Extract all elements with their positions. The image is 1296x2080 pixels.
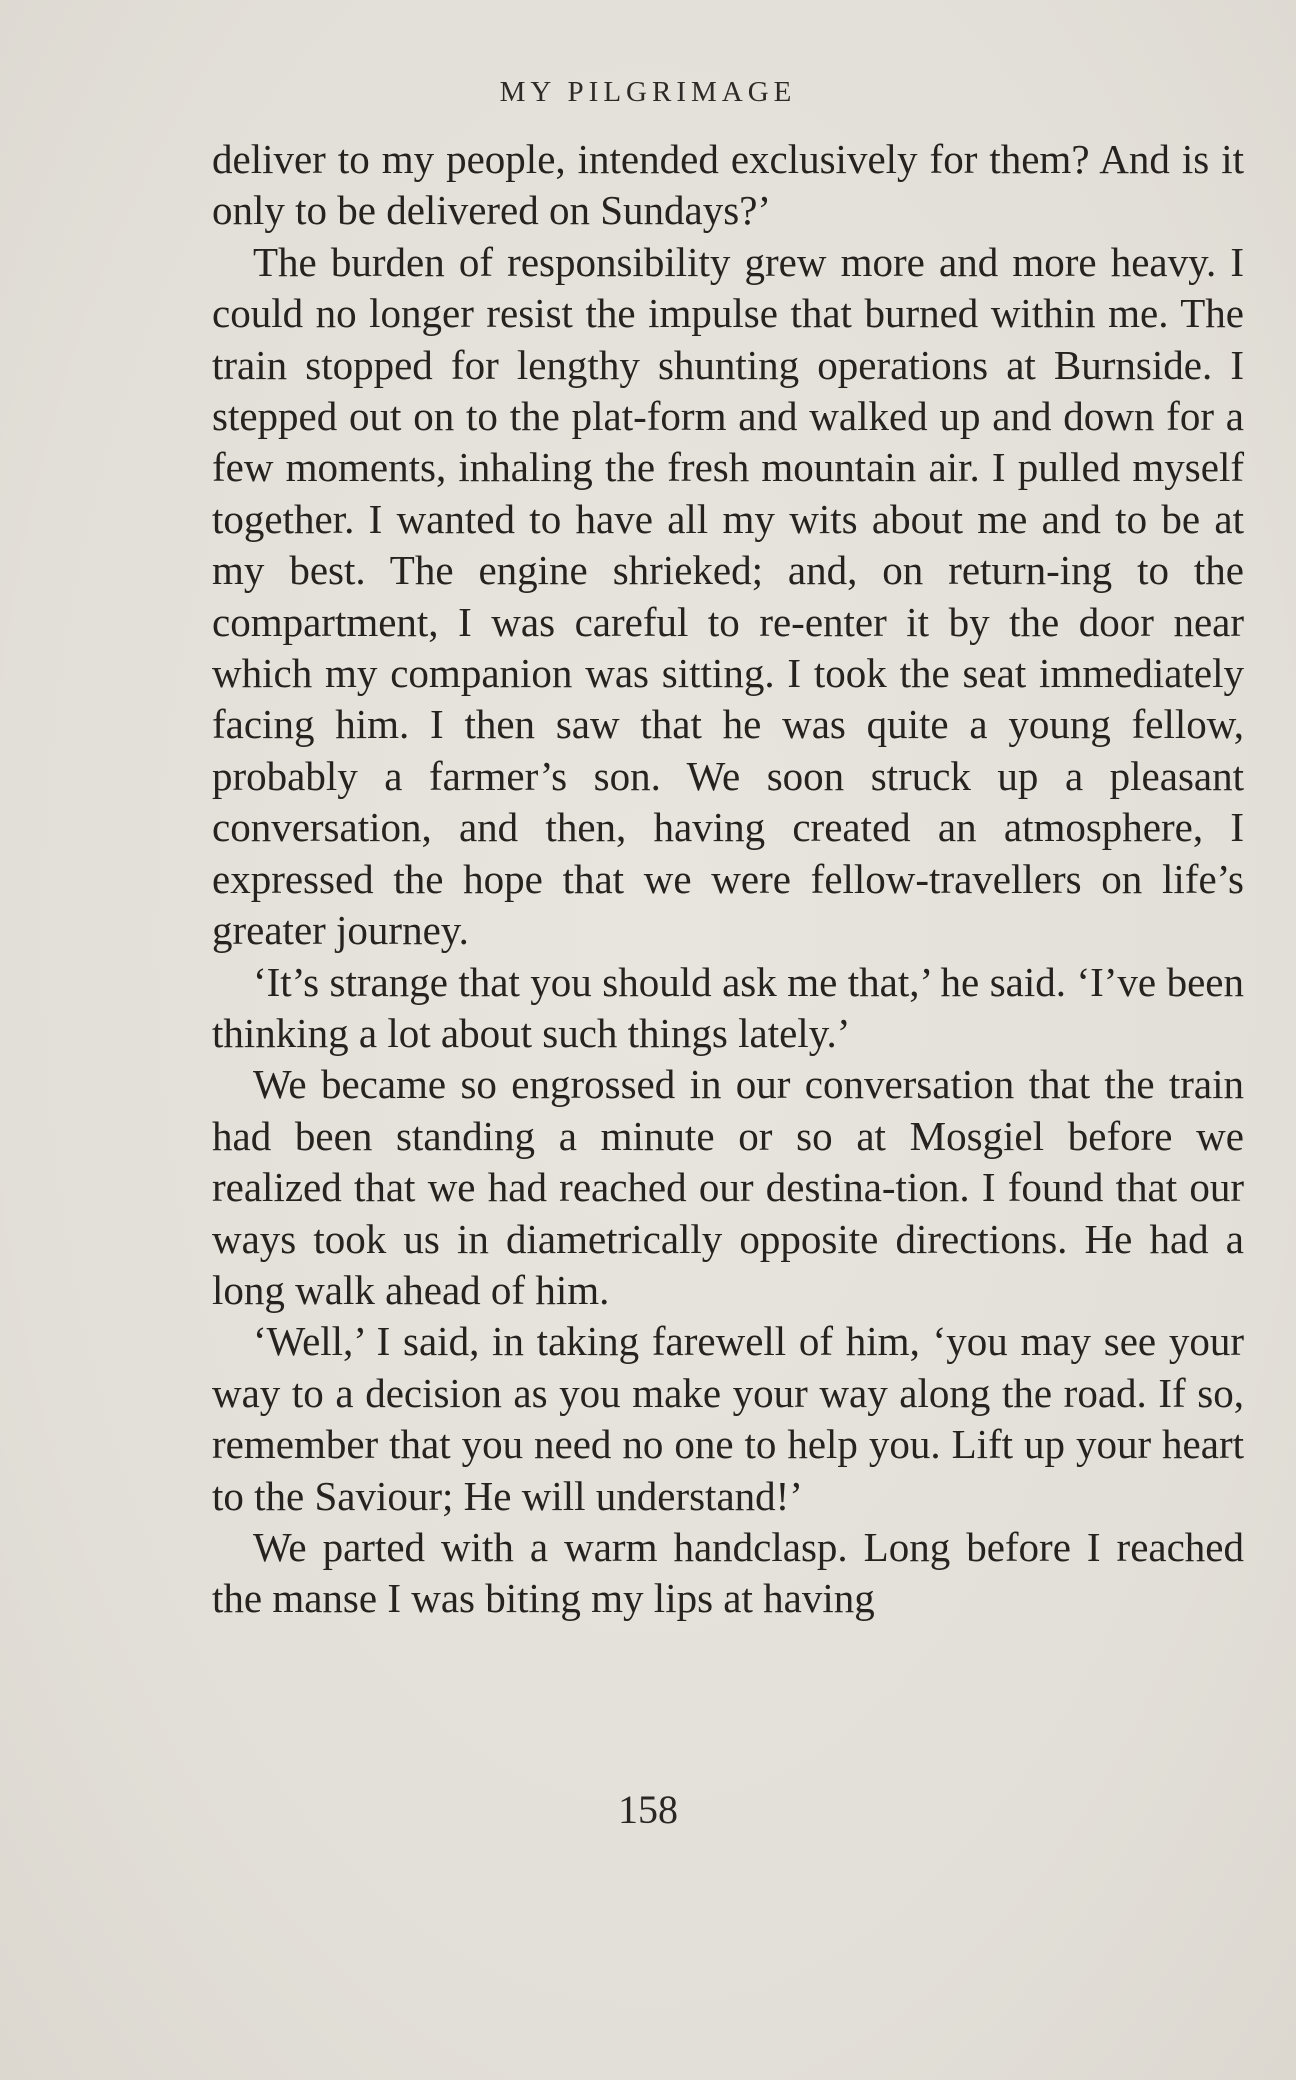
page-number: 158: [618, 1787, 678, 1832]
paragraph-3: ‘It’s strange that you should ask me that,’ he said. ‘I’ve been thinking a lot about such things lately.’: [212, 958, 1244, 1056]
running-head: MY PILGRIMAGE: [499, 76, 797, 108]
paragraph-2: The burden of responsibility grew more and more heavy. I could no longer resist the impulse that burned within me. The train stopped for lengthy shunting operations at Burnside. I stepped out on to the plat-form and walked up and down for a few moments, inhaling the fresh mountain air. I pulled myself together. I wanted to have all my wits about me and to be at my best. The engine shrieked; and, on return-ing to the compartment, I was careful to re-enter it by the door near which my companion was sitting. I took the seat immediately facing him. I then saw that he was quite a young fellow, probably a farmer’s son. We soon struck up a pleasant conversation, and then, having created an atmosphere, I expressed the hope that we were fellow-travellers on life’s greater journey.: [212, 238, 1244, 954]
paragraph-4: We became so engrossed in our conversation that the train had been standing a minute or so at Mosgiel before we realized that we had reached our destina-tion. I found that our ways took us in diametrically opposite directions. He had a long walk ahead of him.: [212, 1061, 1244, 1313]
paragraph-1: deliver to my people, intended exclusively for them? And is it only to be delivered on Sundays?’: [212, 136, 1244, 234]
paragraph-6: We parted with a warm handclasp. Long before I reached the manse I was biting my lips at having: [212, 1523, 1244, 1622]
paragraph-5: ‘Well,’ I said, in taking farewell of him, ‘you may see your way to a decision as you make your way along the road. If so, remember that you need no one to help you. Lift up your heart to the Saviour; He will understand!’: [212, 1318, 1244, 1519]
body-text: [212, 134, 1244, 1625]
